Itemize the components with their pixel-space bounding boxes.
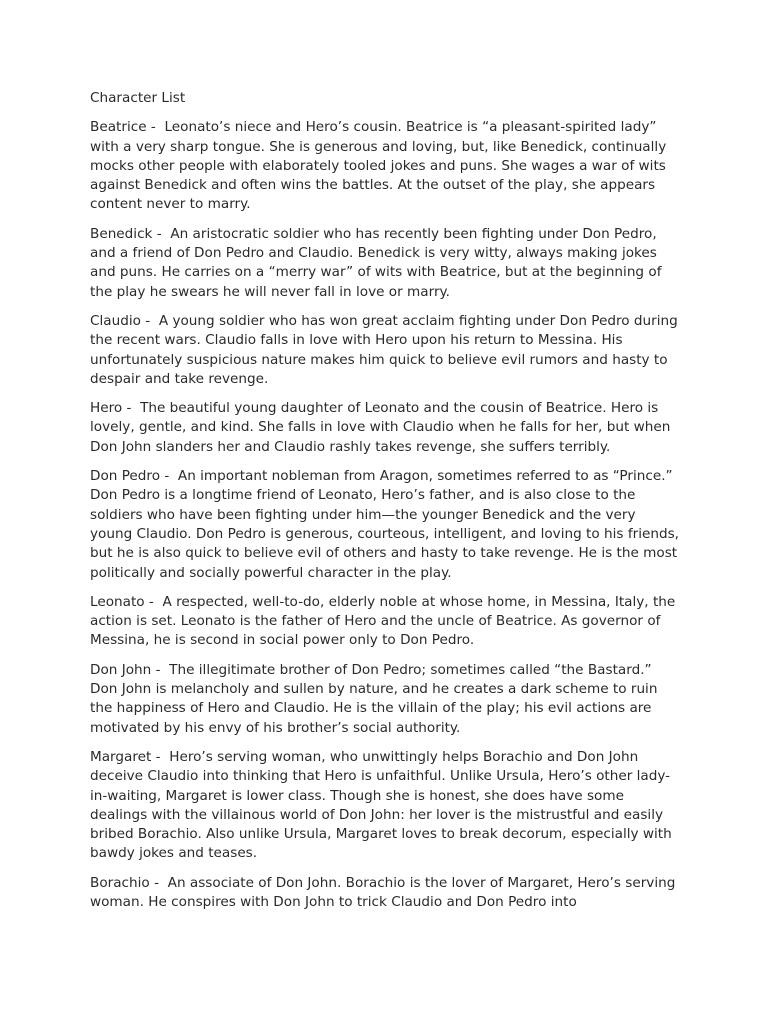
character-description: An important nobleman from Aragon, sometimes referred to as “Prince.” Don Pedro is a longtime friend of Leonato, Hero’s father, and is also close to the soldiers who have been fighting under him—the younger Benedick and the very young Claudio. Don Pedro is generous, courteous, intelligent, and loving to his friends, but he is also quick to believe evil of others and hasty to take revenge. He is the most politically and socially powerful character in the play.: [90, 468, 684, 581]
character-name: Beatrice -: [90, 119, 156, 136]
character-description: Leonato’s niece and Hero’s cousin. Beatrice is “a pleasant-spirited lady” with a very sharp tongue. She is generous and loving, but, like Benedick, continually mocks other people with elaborately tooled jokes and puns. She wages a war of wits against Benedick and often wins the battles. At the outset of the play, she appears content never to marry.: [90, 119, 671, 213]
character-name: Hero -: [90, 400, 132, 417]
character-description: A young soldier who has won great acclaim fighting under Don Pedro during the recent wars. Claudio falls in love with Hero upon his return to Messina. His unfortunately suspicious nature makes him quick to believe evil rumors and hasty to despair and take revenge.: [90, 312, 683, 387]
character-name: Don Pedro -: [90, 468, 170, 485]
character-name: Benedick -: [90, 225, 162, 242]
character-name: Don John -: [90, 661, 161, 678]
document-page: [90, 89, 684, 922]
character-name: Borachio -: [90, 874, 159, 891]
document-heading: Character List: [90, 90, 186, 106]
character-description: The illegitimate brother of Don Pedro; sometimes called “the Bastard.” Don John is melancholy and sullen by nature, and he creates a dark scheme to ruin the happiness of Hero and Claudio. He is the villain of the play; his evil actions are motivated by his envy of his brother’s social authority.: [90, 661, 662, 736]
character-entry-benedick: [90, 225, 680, 302]
character-name: Margaret -: [90, 748, 161, 765]
character-name: Claudio -: [90, 312, 151, 329]
character-description: An aristocratic soldier who has recently been fighting under Don Pedro, and a friend of Don Pedro and Claudio. Benedick is very witty, always making jokes and puns. He carries on a “merry war” of wits with Beatrice, but at the beginning of the play he swears he will never fall in love or marry.: [90, 225, 666, 300]
character-entry-borachio: [90, 874, 680, 913]
character-entry-claudio: [90, 312, 683, 389]
character-entry-don-john: [90, 661, 680, 738]
character-entry-leonato: [90, 593, 680, 651]
character-entry-beatrice: [90, 118, 680, 214]
character-entry-margaret: [90, 748, 680, 864]
character-description: An associate of Don John. Borachio is the lover of Margaret, Hero’s serving woman. He conspires with Don John to trick Claudio and Don Pedro into: [90, 874, 680, 910]
character-entry-don-pedro: [90, 467, 684, 583]
character-description: Hero’s serving woman, who unwittingly helps Borachio and Don John deceive Claudio into thinking that Hero is unfaithful. Unlike Ursula, Hero’s other lady-in-waiting, Margaret is lower class. Though she is honest, she does have some dealings with the villainous world of Don John: her lover is the mistrustful and easily bribed Borachio. Also unlike Ursula, Margaret loves to break decorum, especially with bawdy jokes and teases.: [90, 748, 677, 862]
character-name: Leonato -: [90, 593, 154, 610]
character-entry-hero: [90, 399, 680, 457]
character-description: The beautiful young daughter of Leonato and the cousin of Beatrice. Hero is lovely, gentle, and kind. She falls in love with Claudio when he falls for her, but when Don John slanders her and Claudio rashly takes revenge, she suffers terribly.: [90, 400, 675, 455]
character-description: A respected, well-to-do, elderly noble at whose home, in Messina, Italy, the action is set. Leonato is the father of Hero and the uncle of Beatrice. As governor of Messina, he is second in social power only to Don Pedro.: [90, 593, 680, 649]
